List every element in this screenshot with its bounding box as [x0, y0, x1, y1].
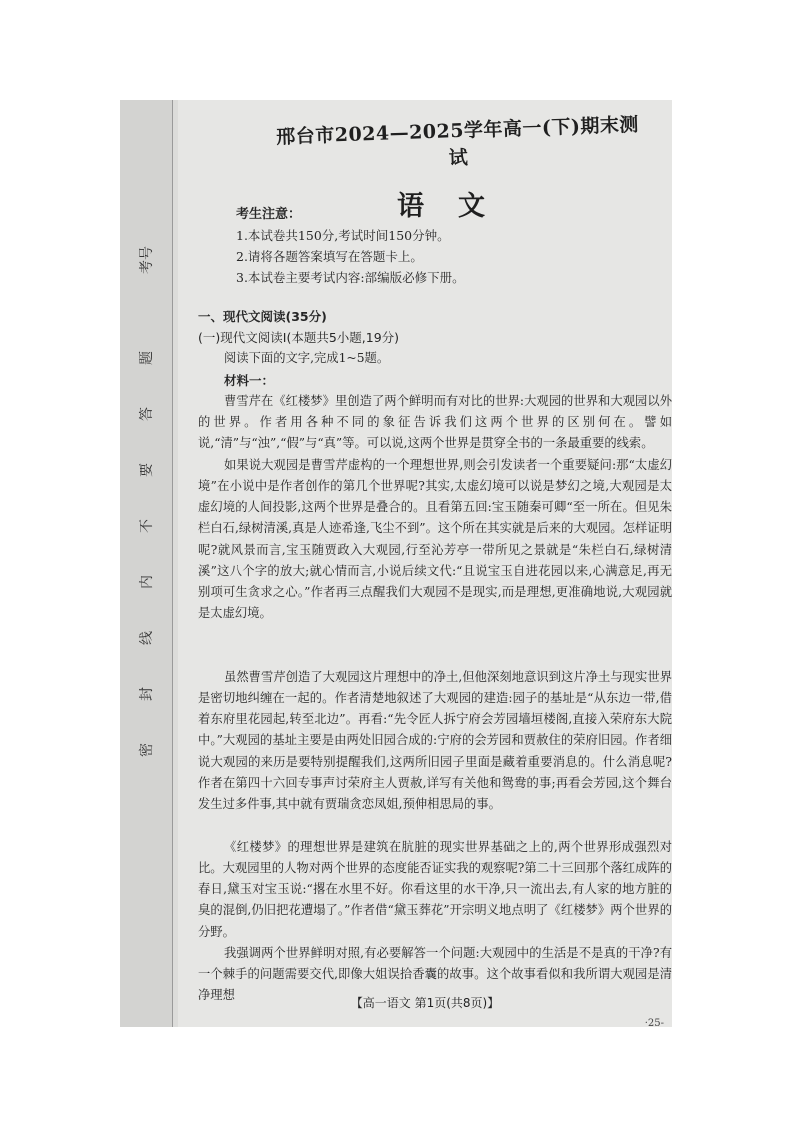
seal-word: 密	[139, 743, 155, 757]
notice-item: 2.请将各题答案填写在答题卡上。	[236, 249, 423, 264]
paragraph: 如果说大观园是曹雪芹虚构的一个理想世界,则会引发读者一个重要疑问:那“太虚幻境”在小说中是作者创作的第几个世界呢?其实,太虚幻境可以说是梦幻之境,大观园是太虚幻境的人间投影,这两个世界是叠合的。且看第五回:宝玉随秦可卿“至一所在。但见朱栏白石,绿树清溪,真是人迹希逢,飞尘不到”。这个所在其实就是后来的大观园。怎样证明呢?就风景而言,宝玉随贾政入大观园,行至沁芳亭一带所见之景就是“朱栏白石,绿树清溪”这八个字的放大;就心情而言,小说后续文代:“且说宝玉自进花园以来,心满意足,再无别项可生贪求之心。”作者再三点醒我们大观园不是现实,而是理想,更准确地说,大观园就是太虚幻境。	[198, 457, 672, 621]
notice-title: 考生注意：	[236, 207, 302, 222]
exam-sheet	[178, 100, 672, 1027]
paragraph: 《红楼梦》的理想世界是建筑在肮脏的现实世界基础之上的,两个世界形成强烈对比。大观园里的人物对两个世界的态度能否证实我的观察呢?第二十三回那个落红成阵的春日,黛玉对宝玉说:“撂在水里不好。你看这里的水干净,只一流出去,有人家的地方脏的臭的混倒,仍旧把花遭塌了。”作者借“黛玉葬花”开宗明义地点明了《红楼梦》两个世界的分野。	[198, 839, 672, 939]
paragraph: 曹雪芹在《红楼梦》里创造了两个鲜明而有对比的世界:大观园的世界和大观园以外的世界。作者用各种不同的象征告诉我们这两个世界的区别何在。譬如说,“清”与“浊”,“假”与“真”等。可以说,这两个世界是贯穿全书的一条最重要的线索。	[198, 393, 672, 451]
corner-code: ·25-	[644, 1018, 664, 1029]
section-subtitle: (一)现代文阅读Ⅰ(本题共5小题,19分)	[198, 330, 400, 346]
material-label: 材料一：	[224, 372, 275, 388]
notice-item: 3.本试卷主要考试内容:部编版必修下册。	[236, 270, 465, 285]
notice-item: 1.本试卷共150分,考试时间150分钟。	[236, 228, 450, 243]
exam-photo	[120, 100, 672, 1027]
seal-word: 封	[139, 687, 155, 701]
seal-word: 不	[139, 519, 155, 533]
subject-title: 语文	[397, 191, 519, 222]
section-title: 一、现代文阅读(35分)	[198, 309, 327, 324]
seal-word: 线	[139, 631, 155, 645]
binding-margin	[120, 100, 173, 1027]
paragraph: 我强调两个世界鲜明对照,有必要解答一个问题:大观园中的生活是不是真的干净?有一个棘手的问题需要交代,即像大姐误拾香囊的故事。这个故事看似和我所谓大观园是清净理想	[198, 945, 672, 1003]
seal-line-notice	[120, 348, 172, 760]
exam-number-label: 考号	[139, 246, 155, 274]
exam-title: 邢台市2024—2025学年高一(下)期末测试	[275, 113, 640, 170]
seal-word: 要	[139, 463, 155, 477]
seal-word: 内	[139, 575, 155, 589]
seal-word: 答	[139, 407, 155, 421]
seal-word: 题	[139, 351, 155, 365]
page-footer: 【高一语文 第1页(共8页)】	[350, 996, 500, 1010]
instruction: 阅读下面的文字,完成1~5题。	[224, 351, 390, 366]
candidate-notice	[236, 204, 636, 288]
paragraph: 虽然曹雪芹创造了大观园这片理想中的净土,但他深刻地意识到这片净土与现实世界是密切地纠缠在一起的。作者清楚地叙述了大观园的建造:园子的基址是“从东边一带,借着东府里花园起,转至北边”。再看:“先令匠人拆宁府会芳园墙垣楼阁,直接入荣府东大院中。”大观园的基址主要是由两处旧园合成的:宁府的会芳园和贾赦住的荣府旧园。作者细说大观园的来历是要特别提醒我们,这两所旧园子里面是藏着重要消息的。什么消息呢?作者在第四十六回专事声讨荣府主人贾赦,详写有关他和鸳鸯的事;再看会芳园,这个舞台发生过多件事,其中就有贾瑞贪恋凤姐,预伸相思局的事。	[198, 669, 672, 812]
